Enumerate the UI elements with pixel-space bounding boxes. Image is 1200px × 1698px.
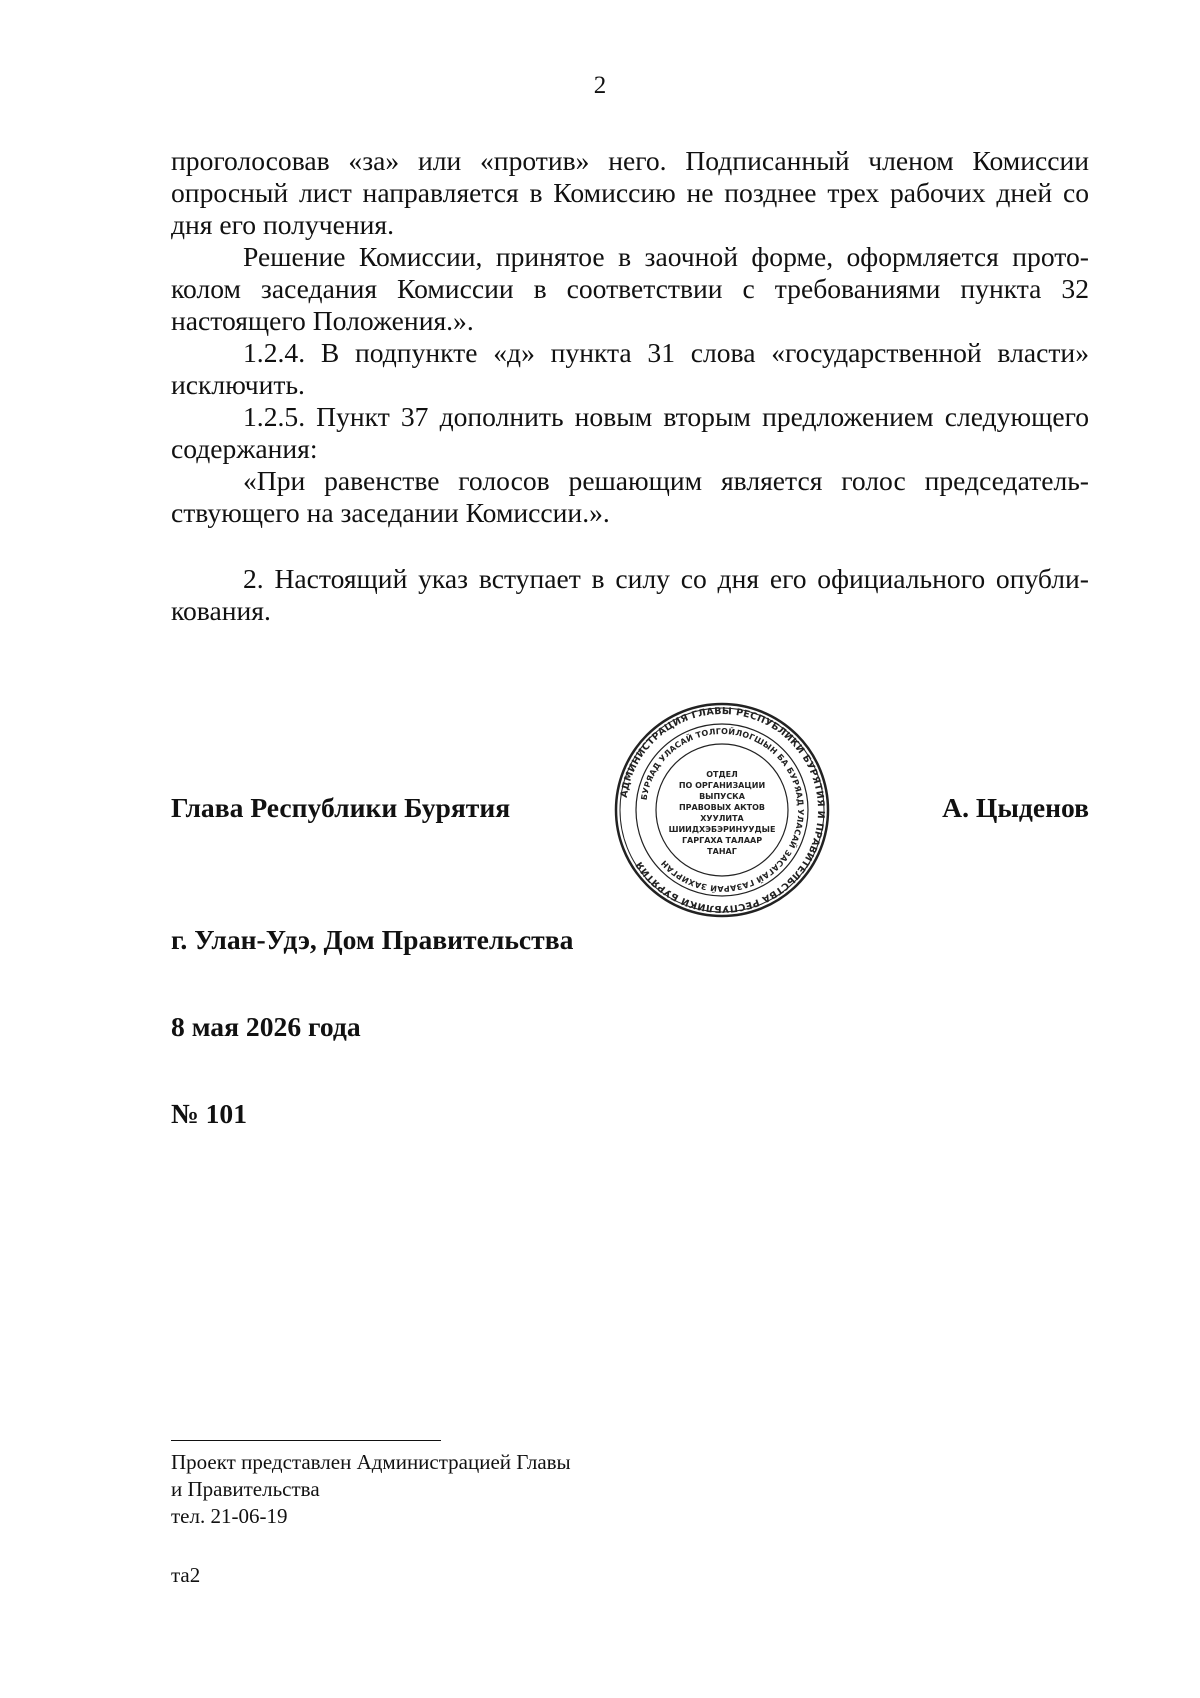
signing-date: 8 мая 2026 года [171, 1011, 361, 1042]
signing-place: г. Улан-Удэ, Дом Правительства [171, 924, 574, 955]
paragraph-absentee-decision [171, 241, 1089, 337]
seal-center-line: ХУУЛИТА [700, 814, 744, 823]
seal-center-line: ВЫПУСКА [699, 792, 745, 801]
footnote-divider [171, 1440, 441, 1441]
paragraph-1-2-4 [171, 337, 1089, 401]
footnote-phone: тел. 21-06-19 [171, 1504, 288, 1528]
paragraph-quote [171, 465, 1089, 529]
paragraph-entry-into-force [171, 563, 1089, 627]
seal-outer-text: АДМИНИСТРАЦИЯ ГЛАВЫ РЕСПУБЛИКИ БУРЯТИЯ И ПРАВИТЕЛЬСТВА РЕСПУБЛИКИ БУРЯТИЯ [618, 705, 827, 915]
seal-center-line: ПРАВОВЫХ АКТОВ [678, 803, 766, 812]
page-number: 2 [593, 72, 607, 99]
seal-center-line: ПО ОРГАНИЗАЦИИ [678, 781, 766, 790]
signatory-name: А. Цыденов [942, 792, 1089, 823]
paragraph-text: 1.2.4. В подпункте «д» пункта 31 слова «государственной власти» исключить. [171, 337, 1089, 400]
footnote-line: Проект представлен Администрацией Главы [171, 1450, 571, 1474]
signatory-position: Глава Республики Бурятия [171, 792, 511, 823]
seal-center-line: ОТДЕЛ [706, 770, 738, 779]
paragraph-text: «При равенстве голосов решающим является голос председательствующего на заседании Комиссии.». [171, 465, 1089, 528]
paragraph-text: проголосовав «за» или «против» него. Подписанный членом Комиссии опросный лист направляется в Комиссию не позднее трех рабочих дней со дня его получения. [171, 145, 1089, 240]
paragraph-text: Решение Комиссии, принятое в заочной форме, оформляется протоколом заседания Комиссии в соответствии с требованиями пункта 32 настоящего Положения.». [171, 241, 1089, 336]
official-seal-stamp [612, 700, 832, 920]
document-code: та2 [171, 1563, 201, 1587]
paragraph-text: 2. Настоящий указ вступает в силу со дня его официального опубликования. [171, 563, 1089, 626]
seal-inner-text: БУРЯАД УЛАСАЙ ТОЛГОЙЛОГШЫН БА БУРЯАД УЛАСАЙ ЗАСАГАЙ ГАЗАРАЙ ЗАХИРГАН [639, 726, 806, 894]
seal-graphic [612, 700, 832, 920]
paragraph-voting-procedure [171, 145, 1089, 241]
decree-number: № 101 [171, 1098, 248, 1129]
paragraph-text: 1.2.5. Пункт 37 дополнить новым вторым предложением следующего содержания: [171, 401, 1089, 464]
footnote-line: и Правительства [171, 1477, 320, 1501]
seal-center-line: ГАРГАХА ТАЛААР [681, 836, 763, 845]
seal-center-line: ШИИДХЭБЭРИНУУДЫЕ [668, 825, 776, 834]
seal-center-line: ТАНАГ [707, 847, 737, 856]
paragraph-1-2-5 [171, 401, 1089, 465]
